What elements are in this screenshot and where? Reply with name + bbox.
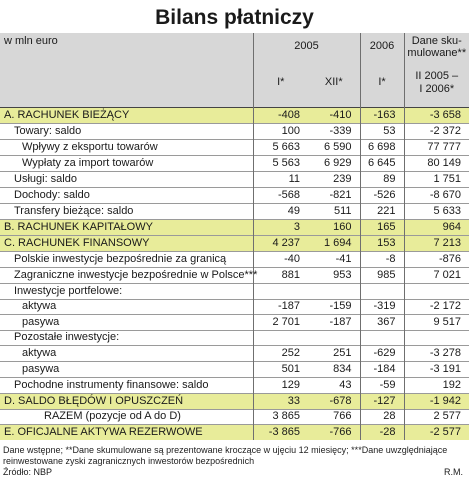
- row-value-i-2005: -408: [253, 107, 308, 123]
- row-value-i-2006: [360, 330, 404, 345]
- row-value-i-2005: 501: [253, 361, 308, 377]
- row-value-xii-2005: 1 694: [308, 235, 360, 251]
- unit-label: w mln euro: [0, 33, 253, 107]
- table-row: [0, 219, 469, 235]
- row-value-xii-2005: -766: [308, 424, 360, 440]
- year-2006-header: 2006: [360, 33, 404, 59]
- row-value-xii-2005: -41: [308, 251, 360, 267]
- row-label: Wpływy z eksportu towarów: [0, 139, 253, 155]
- page-title: Bilans płatniczy: [155, 6, 314, 29]
- row-value-cumulative: [404, 330, 469, 345]
- period-i-2006: I*: [360, 59, 404, 107]
- cumulative-header: Dane sku- mulowane**: [404, 33, 469, 59]
- row-value-i-2006: 89: [360, 171, 404, 187]
- row-value-i-2006: -127: [360, 393, 404, 409]
- source-note: Źródło: NBP: [3, 467, 53, 477]
- row-value-i-2005: 33: [253, 393, 308, 409]
- row-value-xii-2005: 239: [308, 171, 360, 187]
- row-value-i-2005: -3 865: [253, 424, 308, 440]
- row-value-i-2005: [253, 330, 308, 345]
- row-label: pasywa: [0, 361, 253, 377]
- row-value-i-2006: -526: [360, 187, 404, 203]
- row-value-xii-2005: -410: [308, 107, 360, 123]
- table-row: [0, 299, 469, 314]
- row-value-i-2005: 4 237: [253, 235, 308, 251]
- table-row: [0, 283, 469, 299]
- row-label: Usługi: saldo: [0, 171, 253, 187]
- row-value-xii-2005: 251: [308, 345, 360, 361]
- row-value-i-2006: 221: [360, 203, 404, 219]
- table-row: [0, 314, 469, 330]
- row-value-i-2006: -184: [360, 361, 404, 377]
- row-label: pasywa: [0, 314, 253, 330]
- period-i-2005: I*: [253, 59, 308, 107]
- row-value-i-2005: -40: [253, 251, 308, 267]
- row-value-xii-2005: 834: [308, 361, 360, 377]
- row-value-cumulative: 1 751: [404, 171, 469, 187]
- row-value-i-2005: 129: [253, 377, 308, 393]
- table-row: [0, 123, 469, 139]
- row-value-i-2005: 49: [253, 203, 308, 219]
- row-label: aktywa: [0, 299, 253, 314]
- row-value-cumulative: 7 021: [404, 267, 469, 283]
- row-value-xii-2005: 6 590: [308, 139, 360, 155]
- table-row: [0, 171, 469, 187]
- row-value-xii-2005: 6 929: [308, 155, 360, 171]
- table-row: [0, 235, 469, 251]
- row-value-i-2006: -59: [360, 377, 404, 393]
- table-row: [0, 267, 469, 283]
- row-value-i-2006: 6 698: [360, 139, 404, 155]
- row-value-i-2005: 2 701: [253, 314, 308, 330]
- row-value-xii-2005: 160: [308, 219, 360, 235]
- row-value-i-2006: -629: [360, 345, 404, 361]
- row-value-xii-2005: -678: [308, 393, 360, 409]
- row-value-i-2006: 53: [360, 123, 404, 139]
- row-value-i-2005: 881: [253, 267, 308, 283]
- period-xii-2005: XII*: [308, 59, 360, 107]
- row-value-cumulative: -8 670: [404, 187, 469, 203]
- row-value-i-2005: 3 865: [253, 409, 308, 424]
- row-value-i-2006: 165: [360, 219, 404, 235]
- row-value-i-2005: [253, 283, 308, 299]
- row-value-cumulative: -1 942: [404, 393, 469, 409]
- table-row: [0, 155, 469, 171]
- row-value-xii-2005: 766: [308, 409, 360, 424]
- row-label: aktywa: [0, 345, 253, 361]
- row-value-xii-2005: [308, 330, 360, 345]
- row-label: Dochody: saldo: [0, 187, 253, 203]
- table-row: [0, 330, 469, 345]
- row-label: A. RACHUNEK BIEŻĄCY: [0, 107, 253, 123]
- table-row: [0, 251, 469, 267]
- year-2005-header: 2005: [253, 33, 360, 59]
- row-value-cumulative: 2 577: [404, 409, 469, 424]
- row-value-cumulative: -876: [404, 251, 469, 267]
- row-value-i-2005: 252: [253, 345, 308, 361]
- row-value-i-2006: -28: [360, 424, 404, 440]
- row-value-i-2006: -319: [360, 299, 404, 314]
- row-label: D. SALDO BŁĘDÓW I OPUSZCZEŃ: [0, 393, 253, 409]
- table-row: [0, 139, 469, 155]
- footnote: Dane wstępne; **Dane skumulowane są prezentowane kroczące w ujęciu 12 miesięcy; ***Dane uwzględniające reinwestowane zyski zagranicznych inwestorów bezpośrednich: [3, 445, 448, 466]
- row-value-i-2006: -8: [360, 251, 404, 267]
- row-value-cumulative: -2 172: [404, 299, 469, 314]
- table-row: [0, 203, 469, 219]
- row-value-cumulative: 7 213: [404, 235, 469, 251]
- table-row: [0, 361, 469, 377]
- row-value-cumulative: 964: [404, 219, 469, 235]
- row-value-xii-2005: [308, 283, 360, 299]
- table-row: [0, 187, 469, 203]
- balance-of-payments-table: [0, 33, 469, 440]
- row-value-i-2006: 985: [360, 267, 404, 283]
- row-value-cumulative: -3 278: [404, 345, 469, 361]
- row-value-i-2006: 153: [360, 235, 404, 251]
- row-value-i-2005: -568: [253, 187, 308, 203]
- row-label: Inwestycje portfelowe:: [0, 283, 253, 299]
- row-label: E. OFICJALNE AKTYWA REZERWOWE: [0, 424, 253, 440]
- table-row: [0, 409, 469, 424]
- row-label: Pochodne instrumenty finansowe: saldo: [0, 377, 253, 393]
- row-value-i-2006: 28: [360, 409, 404, 424]
- row-value-i-2005: 3: [253, 219, 308, 235]
- table-row: [0, 377, 469, 393]
- row-value-i-2005: -187: [253, 299, 308, 314]
- row-value-i-2006: -163: [360, 107, 404, 123]
- row-value-i-2005: 11: [253, 171, 308, 187]
- row-value-xii-2005: 511: [308, 203, 360, 219]
- row-label: Towary: saldo: [0, 123, 253, 139]
- row-value-i-2006: 6 645: [360, 155, 404, 171]
- table-row: [0, 424, 469, 440]
- header-row-years: [0, 33, 469, 59]
- row-label: Wypłaty za import towarów: [0, 155, 253, 171]
- row-value-i-2006: 367: [360, 314, 404, 330]
- row-value-xii-2005: -187: [308, 314, 360, 330]
- row-value-cumulative: -3 191: [404, 361, 469, 377]
- row-value-cumulative: -2 372: [404, 123, 469, 139]
- row-value-cumulative: -2 577: [404, 424, 469, 440]
- author-initials: R.M.: [444, 467, 463, 477]
- row-value-i-2005: 5 663: [253, 139, 308, 155]
- row-label: Pozostałe inwestycje:: [0, 330, 253, 345]
- row-value-cumulative: -3 658: [404, 107, 469, 123]
- period-cumulative: II 2005 – I 2006*: [404, 59, 469, 107]
- row-value-cumulative: 77 777: [404, 139, 469, 155]
- row-value-xii-2005: -339: [308, 123, 360, 139]
- row-label: C. RACHUNEK FINANSOWY: [0, 235, 253, 251]
- row-value-cumulative: 192: [404, 377, 469, 393]
- row-value-cumulative: 80 149: [404, 155, 469, 171]
- row-label: Transfery bieżące: saldo: [0, 203, 253, 219]
- row-label: Polskie inwestycje bezpośrednie za granicą: [0, 251, 253, 267]
- row-value-cumulative: 5 633: [404, 203, 469, 219]
- row-value-xii-2005: 43: [308, 377, 360, 393]
- row-value-i-2005: 100: [253, 123, 308, 139]
- row-value-xii-2005: -159: [308, 299, 360, 314]
- row-value-xii-2005: 953: [308, 267, 360, 283]
- table-row: [0, 393, 469, 409]
- row-value-xii-2005: -821: [308, 187, 360, 203]
- table-row: [0, 107, 469, 123]
- table-row: [0, 345, 469, 361]
- row-value-i-2006: [360, 283, 404, 299]
- row-label: RAZEM (pozycje od A do D): [0, 409, 253, 424]
- row-label: B. RACHUNEK KAPITAŁOWY: [0, 219, 253, 235]
- row-value-i-2005: 5 563: [253, 155, 308, 171]
- row-value-cumulative: [404, 283, 469, 299]
- row-value-cumulative: 9 517: [404, 314, 469, 330]
- row-label: Zagraniczne inwestycje bezpośrednie w Polsce***: [0, 267, 253, 283]
